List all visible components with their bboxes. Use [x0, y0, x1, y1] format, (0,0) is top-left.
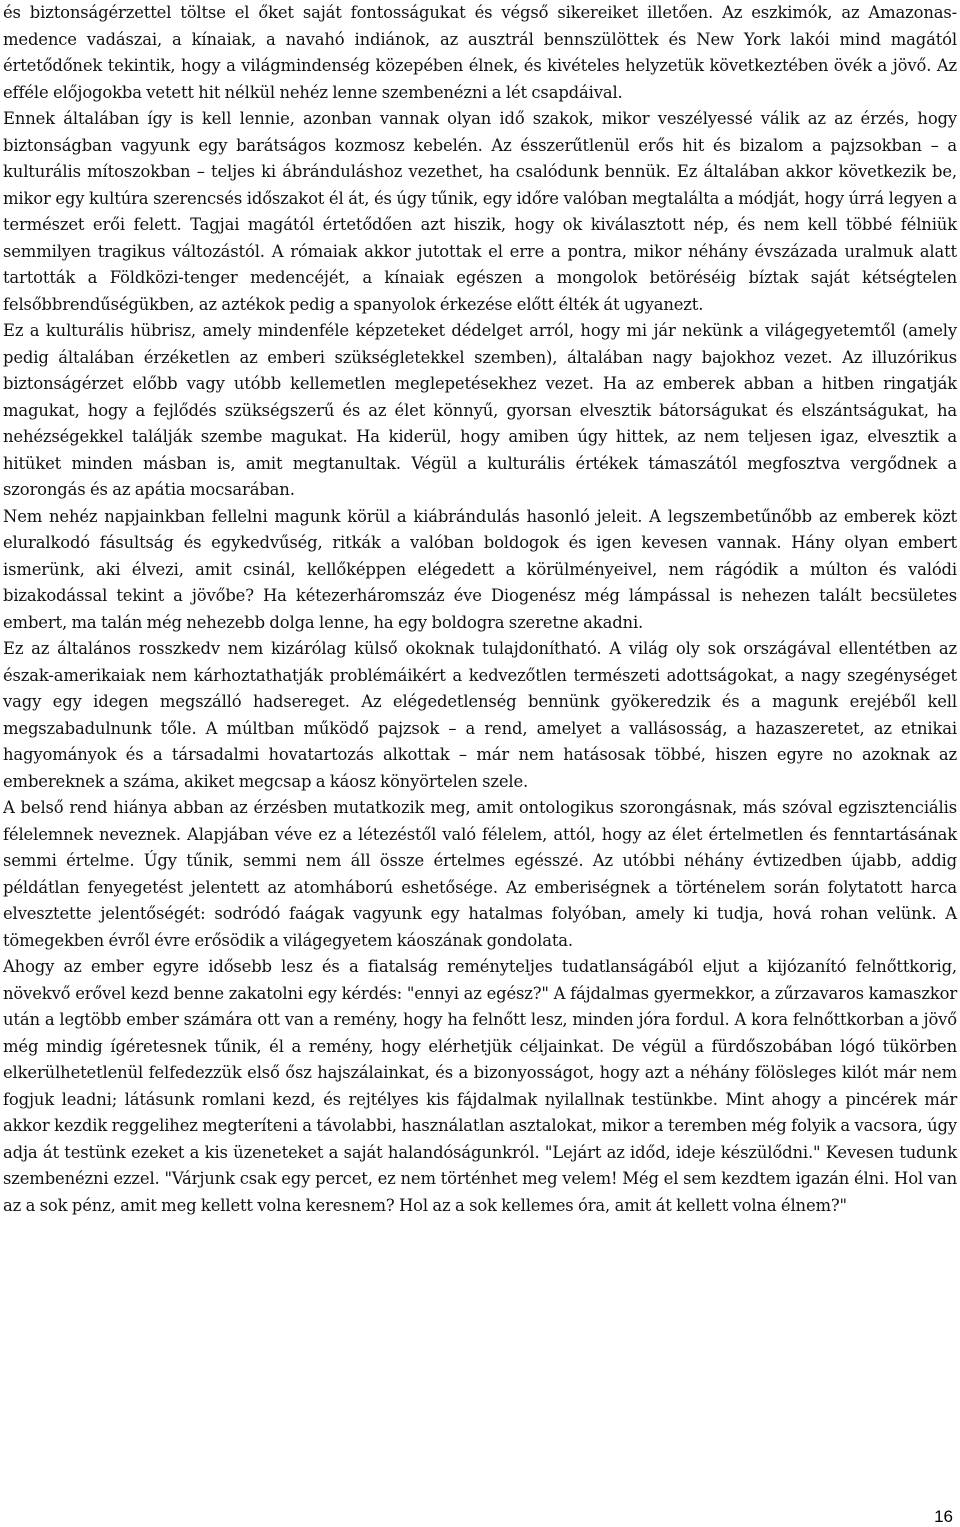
paragraph-1: és biztonságérzettel töltse el őket saját fontosságukat és végső sikereiket illetően. Az eszkimók, az Amazonas-medence vadászai, a kínaiak, a navahó indiánok, az ausztrál bennszülöttek és New York lakói mind magától értetődőnek tekintik, hogy a világmindenség közepében élnek, és kivételes helyzetük következtében övék a jövő. Az efféle előjogokba vetett hit nélkül nehéz lenne szembenézni a lét csapdáival.	[3, 3, 957, 102]
paragraph-4: Nem nehéz napjainkban fellelni magunk körül a kiábrándulás hasonló jeleit. A legszembetűnőbb az emberek közt eluralkodó fásultság és egykedvűség, ritkák a valóban boldogok és igen kevesen vannak. Hány olyan embert ismerünk, aki élvezi, amit csinál, kellőképpen elégedett a körülményeivel, nem rágódik a múlton és valódi bizakodással tekint a jövőbe? Ha kétezerháromszáz éve Diogenész még lámpással is nehezen talált becsületes embert, ma talán még nehezebb dolga lenne, ha egy boldogra szeretne akadni.	[3, 506, 957, 632]
page-number: 16	[934, 1507, 953, 1526]
paragraph-2: Ennek általában így is kell lennie, azonban vannak olyan idő szakok, mikor veszélyessé válik az az érzés, hogy biztonságban vagyunk egy barátságos kozmosz kebelén. Az ésszerűtlenül erős hit és bizalom a pajzsokban – a kulturális mítoszokban – teljes ki ábránduláshoz vezethet, ha csalódunk bennük. Ez általában akkor következik be, mikor egy kultúra szerencsés időszakot él át, és úgy tűnik, egy időre valóban megtalálta a módját, hogy úrrá legyen a természet erői felett. Tagjai magától értetődően azt hiszik, hogy ok kiválasztott nép, és nem kell többé félniük semmilyen tragikus változástól. A rómaiak akkor jutottak el erre a pontra, mikor néhány évszázada uralmuk alatt tartották a Földközi-tenger medencéjét, a kínaiak egészen a mongolok betöréséig bíztak saját kétségtelen felsőbbrendűségükben, az aztékok pedig a spanyolok érkezése előtt élték át ugyanezt.	[3, 109, 957, 314]
paragraph-5: Ez az általános rosszkedv nem kizárólag külső okoknak tulajdonítható. A világ oly sok országával ellentétben az észak-amerikaiak nem kárhoztathatják problémáikért a kedvezőtlen természeti adottságokat, a nagy szegénységet vagy egy idegen megszálló hadsereget. Az elégedetlenség bennünk gyökeredzik és a magunk erejéből kell megszabadulnunk tőle. A múltban működő pajzsok – a rend, amelyet a vallásosság, a hazaszeretet, az etnikai hagyományok és a társadalmi hovatartozás alkottak – már nem hatásosak többé, hiszen egyre no azoknak az embereknek a száma, akiket megcsap a káosz könyörtelen szele.	[3, 639, 957, 791]
paragraph-7: Ahogy az ember egyre idősebb lesz és a fiatalság reményteljes tudatlanságából eljut a kijózanító felnőttkorig, növekvő erővel kezd benne zakatolni egy kérdés: "ennyi az egész?" A fájdalmas gyermekkor, a zűrzavaros kamaszkor után a legtöbb ember számára ott van a remény, hogy ha felnőtt lesz, minden jóra fordul. A kora felnőttkorban a jövő még mindig ígéretesnek tűnik, él a remény, hogy elérhetjük céljainkat. De végül a fürdőszobában lógó tükörben elkerülhetetlenül felfedezzük első ősz hajszálainkat, és a bizonyosságot, hogy azt a néhány fölösleges kilót már nem fogjuk leadni; látásunk romlani kezd, és rejtélyes kis fájdalmak nyilallnak testünkbe. Mint ahogy a pincérek már akkor kezdik reggelihez megteríteni a távolabbi, használatlan asztalokat, mikor a teremben még folyik a vacsora, úgy adja át testünk ezeket a kis üzeneteket a saját halandóságunkról. "Lejárt az időd, ideje készülődni." Kevesen tudunk szembenézni ezzel. "Várjunk csak egy percet, ez nem történhet meg velem! Még el sem kezdtem igazán élni. Hol van az a sok pénz, amit meg kellett volna keresnem? Hol az a sok kellemes óra, amit át kellett volna élnem?"	[3, 957, 957, 1215]
paragraph-3: Ez a kulturális hübrisz, amely mindenféle képzeteket dédelget arról, hogy mi jár nekünk a világegyetemtől (amely pedig általában érzéketlen az emberi szükségletekkel szemben), általában nagy bajokhoz vezet. Az illuzórikus biztonságérzet előbb vagy utóbb kellemetlen meglepetésekhez vezet. Ha az emberek abban a hitben ringatják magukat, hogy a fejlődés szükségszerű és az élet könnyű, gyorsan elvesztik bátorságukat és elszántságukat, ha nehézségekkel találják szembe magukat. Ha kiderül, hogy amiben úgy hittek, az nem teljesen igaz, elvesztik a hitüket minden másban is, amit megtanultak. Végül a kulturális értékek támaszától megfosztva vergődnek a szorongás és az apátia mocsarában.	[3, 321, 957, 499]
paragraph-6: A belső rend hiánya abban az érzésben mutatkozik meg, amit ontologikus szorongásnak, más szóval egzisztenciális félelemnek neveznek. Alapjában véve ez a létezéstől való félelem, attól, hogy az élet értelmetlen és fenntartásának semmi értelme. Úgy tűnik, semmi nem áll össze értelmes egésszé. Az utóbbi néhány évtizedben újabb, addig példátlan fenyegetést jelentett az atomháború eshetősége. Az emberiségnek a történelem során folytatott harca elvesztette jelentőségét: sodródó faágak vagyunk egy hatalmas folyóban, amely ki tudja, hová rohan velünk. A tömegekben évről évre erősödik a világegyetem káoszának gondolata.	[3, 798, 957, 950]
